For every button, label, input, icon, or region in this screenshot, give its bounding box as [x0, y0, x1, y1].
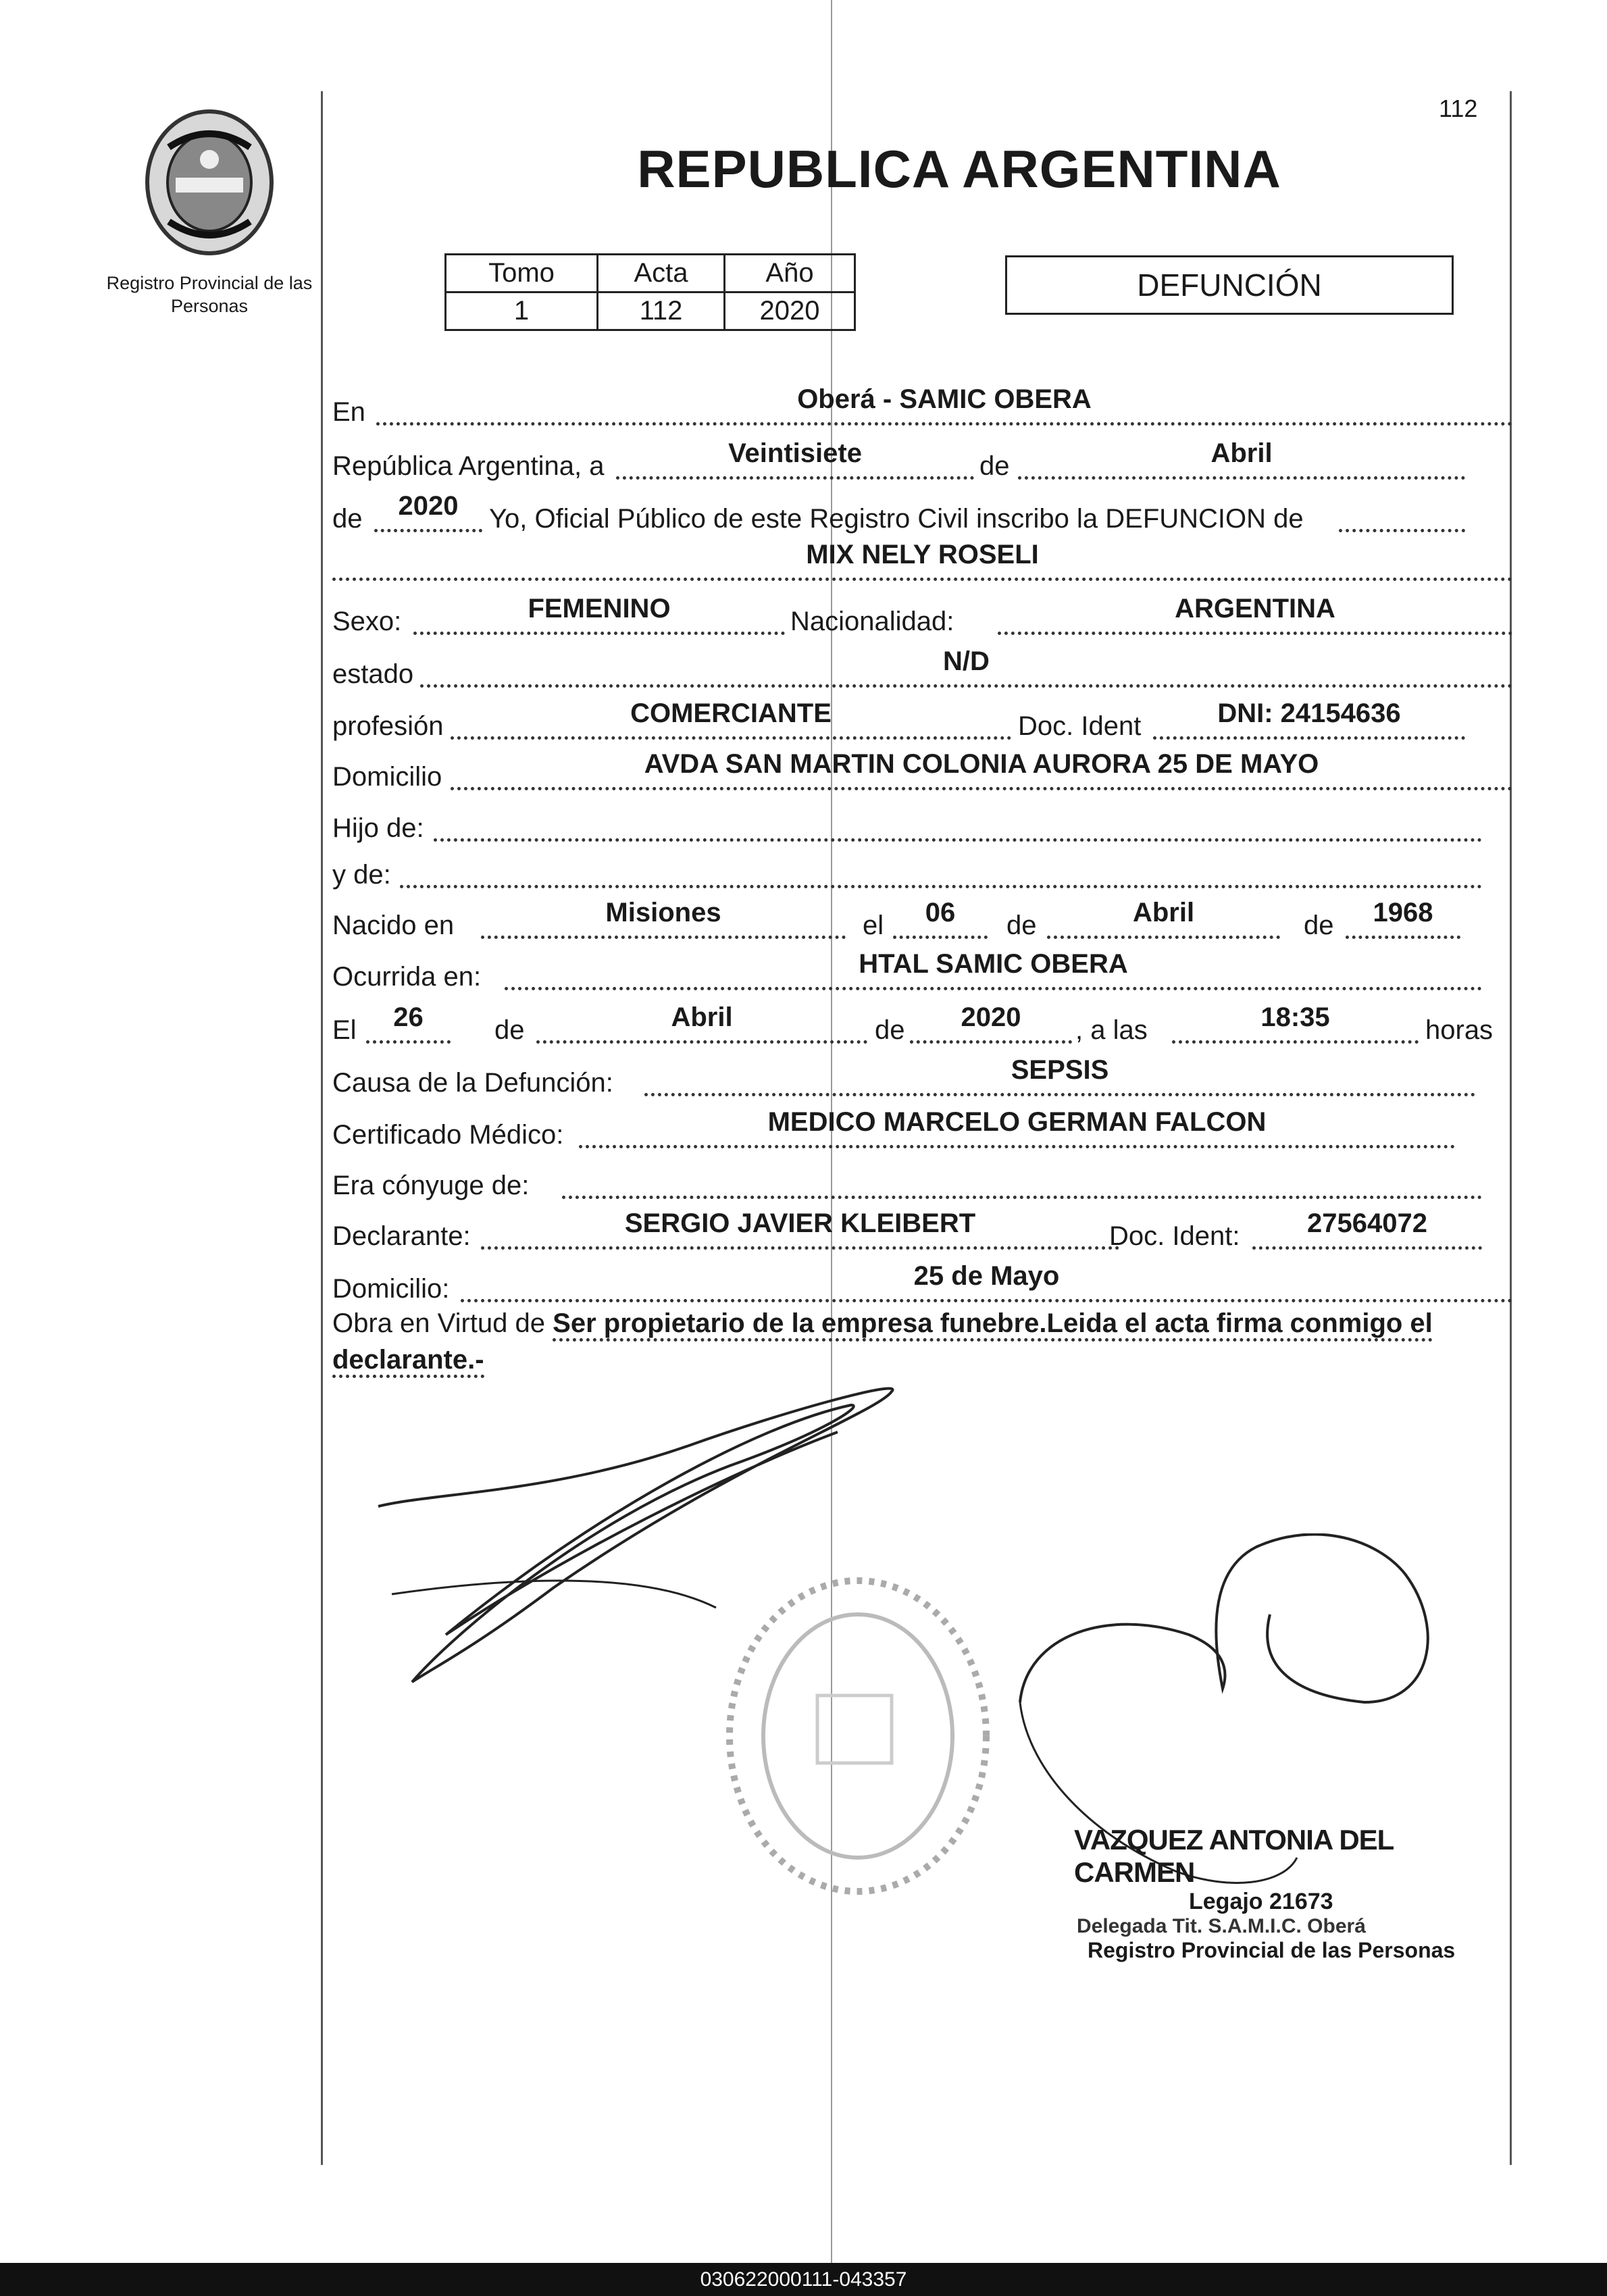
birth-year-value: 1968 — [1373, 898, 1433, 927]
obra-label: Obra en Virtud de — [332, 1308, 546, 1338]
ocurrida-field — [505, 946, 1482, 990]
birth-day-value: 06 — [925, 898, 956, 927]
table-value-acta: 112 — [598, 292, 725, 330]
conyuge-field — [562, 1155, 1482, 1199]
certificado-label: Certificado Médico: — [332, 1120, 564, 1150]
doc2-field — [1252, 1206, 1482, 1250]
doc2-label: Doc. Ident: — [1109, 1221, 1240, 1251]
domicilio-field — [451, 746, 1512, 790]
death-year-field — [910, 1000, 1072, 1044]
ocurrida-label: Ocurrida en: — [332, 962, 482, 992]
de-label: de — [875, 1015, 905, 1045]
domicilio-value: AVDA SAN MARTIN COLONIA AURORA 25 DE MAYO — [644, 749, 1319, 779]
declarante-value: SERGIO JAVIER KLEIBERT — [624, 1208, 976, 1238]
en-label: En — [332, 397, 365, 427]
profesion-field — [451, 696, 1011, 740]
table-value-anio: 2020 — [725, 292, 855, 330]
footer-code: 030622000111-043357 — [0, 2263, 1607, 2296]
death-day-value: 26 — [393, 1002, 424, 1032]
row-nacido — [332, 892, 1512, 939]
doc-value: DNI: 24154636 — [1217, 698, 1401, 728]
registro-label: Registro Provincial de las Personas — [106, 273, 313, 316]
official-stamp — [1074, 1824, 1493, 1963]
yde-label: y de: — [332, 860, 391, 890]
domicilio2-value: 25 de Mayo — [913, 1261, 1060, 1291]
row-en — [332, 378, 1512, 426]
inscribo-field — [1339, 488, 1465, 532]
death-time-field — [1172, 1000, 1419, 1044]
certificado-field — [579, 1104, 1455, 1148]
estado-value: N/D — [943, 646, 990, 676]
row-domicilio — [332, 743, 1512, 790]
nacionalidad-field — [998, 591, 1512, 635]
record-table — [444, 253, 856, 331]
table-header-tomo: Tomo — [446, 255, 598, 292]
record-type-box: DEFUNCIÓN — [1005, 255, 1454, 315]
declarante-label: Declarante: — [332, 1221, 471, 1251]
obra-value: Ser propietario de la empresa funebre.Leida el acta firma conmigo el declarante.- — [332, 1308, 1433, 1378]
row-inscribo — [332, 485, 1512, 532]
nacionalidad-value: ARGENTINA — [1175, 594, 1335, 623]
death-month-field — [536, 1000, 867, 1044]
row-fecha-defuncion — [332, 996, 1512, 1044]
official-delegada: Delegada Tit. S.A.M.I.C. Oberá — [1077, 1915, 1366, 1937]
row-nombre — [332, 537, 1512, 581]
table-header-anio: Año — [725, 255, 855, 292]
year-value: 2020 — [398, 491, 459, 521]
row-estado — [332, 640, 1512, 688]
causa-field — [644, 1052, 1475, 1096]
row-profesion — [332, 692, 1512, 740]
de-label: de — [1006, 911, 1037, 940]
horas-label: horas — [1425, 1015, 1494, 1045]
official-registro: Registro Provincial de las Personas — [1088, 1938, 1456, 1962]
death-time-value: 18:35 — [1260, 1002, 1330, 1032]
row-sexo — [332, 588, 1512, 635]
official-legajo: Legajo 21673 — [1189, 1889, 1333, 1914]
row-conyuge — [332, 1152, 1512, 1199]
domicilio2-label: Domicilio: — [332, 1274, 450, 1304]
doc2-value: 27564072 — [1307, 1208, 1427, 1238]
left-margin-line — [321, 91, 323, 2165]
row-declarante — [332, 1202, 1512, 1250]
province-seal-icon — [138, 107, 280, 259]
name-field — [332, 537, 1512, 581]
sexo-label: Sexo: — [332, 607, 402, 636]
birth-year-field — [1346, 895, 1460, 939]
day-value: Veintisiete — [728, 438, 862, 468]
el-label: el — [863, 911, 884, 940]
domicilio-label: Domicilio — [332, 762, 442, 792]
birth-month-value: Abril — [1132, 898, 1195, 927]
ocurrida-value: HTAL SAMIC OBERA — [859, 949, 1128, 979]
profesion-label: profesión — [332, 711, 444, 741]
profesion-value: COMERCIANTE — [630, 698, 832, 728]
certificado-value: MEDICO MARCELO GERMAN FALCON — [767, 1107, 1267, 1137]
table-value-tomo: 1 — [446, 292, 598, 330]
nacido-field — [481, 895, 846, 939]
en-value: Oberá - SAMIC OBERA — [797, 384, 1092, 414]
death-day-field — [366, 1000, 451, 1044]
inscribo-text: Yo, Oficial Público de este Registro Civil inscribo la DEFUNCION de — [489, 504, 1304, 534]
declarante-field — [481, 1206, 1119, 1250]
doc-label: Doc. Ident — [1018, 711, 1142, 741]
conyuge-label: Era cónyuge de: — [332, 1171, 530, 1200]
row-causa — [332, 1049, 1512, 1096]
death-year-value: 2020 — [961, 1002, 1021, 1032]
year-field — [374, 488, 482, 532]
month-field — [1018, 436, 1465, 480]
name-value: MIX NELY ROSELI — [806, 540, 1039, 569]
page-number: 112 — [1439, 95, 1478, 122]
estado-label: estado — [332, 659, 414, 689]
row-domicilio2 — [332, 1255, 1512, 1302]
domicilio2-field — [461, 1258, 1512, 1302]
en-field — [376, 382, 1512, 426]
hijo-label: Hijo de: — [332, 813, 424, 843]
alas-label: , a las — [1075, 1015, 1148, 1045]
sexo-value: FEMENINO — [528, 594, 671, 623]
row-fecha — [332, 432, 1512, 480]
official-name: VAZQUEZ ANTONIA DEL CARMEN — [1074, 1824, 1394, 1888]
birth-day-field — [893, 895, 988, 939]
el-label: El — [332, 1015, 357, 1045]
birth-month-field — [1047, 895, 1280, 939]
day-field — [616, 436, 974, 480]
death-month-value: Abril — [671, 1002, 733, 1032]
de-label: de — [494, 1015, 525, 1045]
row-ocurrida — [332, 943, 1512, 990]
nacionalidad-label: Nacionalidad: — [790, 607, 954, 636]
de-label: de — [979, 451, 1010, 481]
de-label: de — [1304, 911, 1334, 940]
row-hijo — [332, 794, 1512, 842]
row-certificado — [332, 1101, 1512, 1148]
republica-label: República Argentina, a — [332, 451, 605, 481]
hijo-field — [434, 798, 1482, 842]
doc-field — [1153, 696, 1465, 740]
table-header-acta: Acta — [598, 255, 725, 292]
page-title: REPUBLICA ARGENTINA — [637, 139, 1281, 199]
registry-stamp-icon — [716, 1567, 1000, 1905]
month-value: Abril — [1210, 438, 1273, 468]
causa-label: Causa de la Defunción: — [332, 1068, 613, 1098]
estado-field — [420, 644, 1512, 688]
sexo-field — [413, 591, 785, 635]
causa-value: SEPSIS — [1011, 1055, 1109, 1085]
yde-field — [400, 844, 1482, 888]
row-yde — [332, 841, 1512, 888]
de-label: de — [332, 504, 363, 534]
nacido-label: Nacido en — [332, 911, 455, 940]
nacido-value: Misiones — [605, 898, 721, 927]
